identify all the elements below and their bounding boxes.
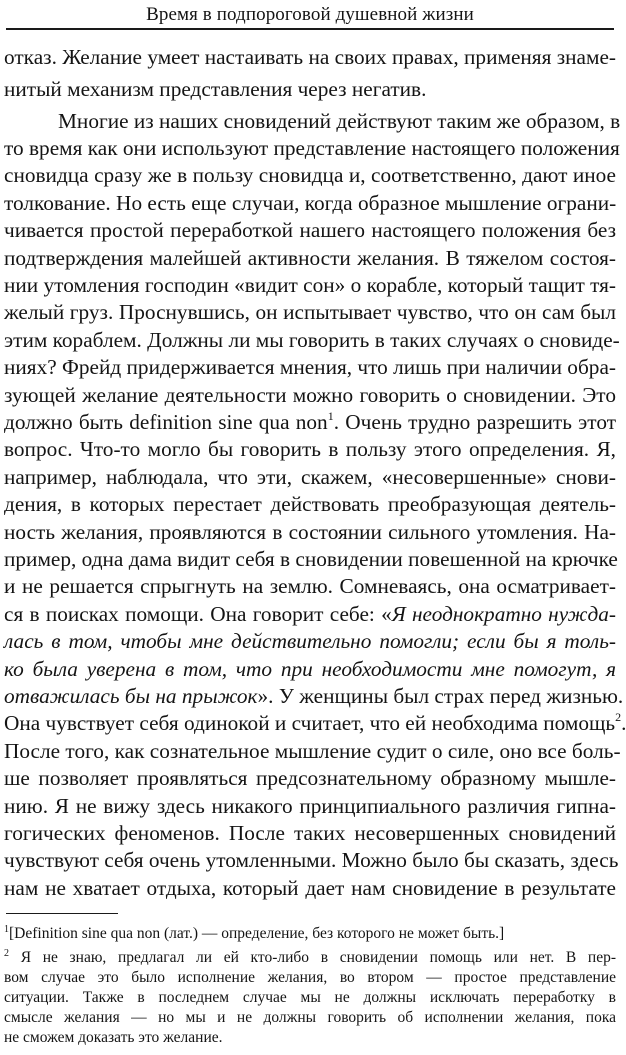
text-segment: Она чувствует себя одинокой и считает, что ей необходима помощь — [4, 711, 616, 735]
running-header — [0, 0, 620, 30]
text-line: После того, как сознательное мышление судит о силе, оно все боль- — [4, 739, 621, 763]
text-line: чувствуют себя очень утомленными. Можно было бы сказать, здесь — [4, 848, 619, 872]
text-segment: должно быть definition sine qua non — [4, 410, 328, 434]
footnote-separator — [6, 913, 118, 914]
text-segment: ». У женщины был страх перед жизнью. — [257, 684, 624, 708]
text-line — [4, 654, 616, 684]
quoted-speech: Я неоднократно нужда- — [391, 602, 616, 626]
text-line: вопрос. Что-то могло бы говорить в пользу этого определения. Я, — [4, 437, 616, 461]
footnote-line: вом случае это было исполнение желания, во втором — простое представление — [4, 969, 616, 986]
text-line: зующей желание деятельности можно говорить о сновидении. Это — [4, 383, 616, 407]
text-line: Многие из наших сновидений действуют таким же образом, в — [58, 109, 621, 133]
footnote-number: 2 — [4, 948, 9, 959]
text-line: нию. Я не вижу здесь никакого принципиального различия гипна- — [4, 794, 616, 818]
text-segment: ся в поисках помощи. Она говорит себе: « — [4, 602, 392, 626]
text-line — [4, 708, 626, 738]
quoted-speech: отважилась бы на прыжок — [4, 684, 258, 708]
text-line: толкование. Но есть еще случаи, когда образное мышление ограни- — [4, 191, 617, 215]
quoted-speech: лась в том, чтобы мне действительно помогли; если бы я толь- — [4, 629, 616, 653]
footnote-number: 1 — [4, 924, 9, 935]
text-line — [4, 407, 616, 437]
text-line: сновидца сразу же в пользу сновидца и, соответственно, дают иное — [4, 163, 616, 187]
text-line — [4, 626, 616, 656]
text-line: чивается простой переработкой нашего настоящего положения без — [4, 218, 616, 242]
text-line: нам не хватает отдыха, который дает нам сновидение в результате — [4, 876, 616, 900]
quoted-speech: ко была уверена в том, что при необходимости мне помогут, я — [4, 657, 616, 681]
running-header-title: Время в подпороговой душевной жизни — [146, 4, 474, 25]
text-segment: . Очень трудно разрешить этот — [333, 410, 617, 434]
footnote-line: смысле желания — но мы и не должны говорить об исполнении желания, пока — [4, 1009, 616, 1026]
footnote-text: Я не знаю, предлагал ли ей кто-либо в сновидении помощь или нет. В пер- — [20, 949, 617, 966]
text-line: нии утомления господин «видит сон» о корабле, который тащит тя- — [4, 273, 616, 297]
text-line: то время как они используют представление настоящего положения — [4, 136, 620, 160]
header-rule — [6, 28, 614, 30]
text-line: гогических феноменов. После таких несовершенных сновидений — [4, 821, 616, 845]
text-line: ше позволяет проявляться предсознательному образному мышле- — [4, 766, 616, 790]
text-line — [4, 599, 616, 629]
text-line: и не решается спрыгнуть на землю. Сомневаясь, она осматривает- — [4, 574, 616, 598]
text-line: отказ. Желание умеет настаивать на своих правах, применяя знаме- — [4, 45, 616, 69]
text-line: дения, в которых перестает действовать преобразующая деятель- — [4, 492, 616, 516]
text-line: например, наблюдала, что эти, скажем, «несовершенные» снови- — [4, 465, 616, 489]
footnote-line: ситуации. Также в последнем случае мы не должны исключать переработку в — [4, 989, 616, 1006]
footnote-1 — [4, 922, 616, 946]
text-segment: . — [621, 711, 626, 735]
footnote-text: [Definition sine qua non (лат.) — определение, без которого не может быть.] — [9, 925, 505, 942]
footnote-ref-2[interactable]: 2 — [615, 710, 622, 724]
text-line: ность желания, проявляются в состоянии сильного утомления. На- — [4, 520, 616, 544]
text-line: нитый механизм представления через негатив. — [4, 77, 427, 101]
text-line: пример, одна дама видит себя в сновидении повешенной на крючке — [4, 547, 618, 571]
text-line — [4, 681, 624, 711]
text-line: желый груз. Проснувшись, он испытывает чувство, что он сам был — [4, 300, 616, 324]
footnote-line: не сможем доказать это желание. — [4, 1029, 223, 1046]
text-line: этим кораблем. Должны ли мы говорить в таких случаях о сновиде- — [4, 328, 620, 352]
footnote-ref-1[interactable]: 1 — [327, 409, 334, 423]
text-line: ниях? Фрейд придерживается мнения, что лишь при наличии обра- — [4, 355, 616, 379]
text-line: подтверждения малейшей активности желания. В тяжелом состоя- — [4, 246, 616, 270]
